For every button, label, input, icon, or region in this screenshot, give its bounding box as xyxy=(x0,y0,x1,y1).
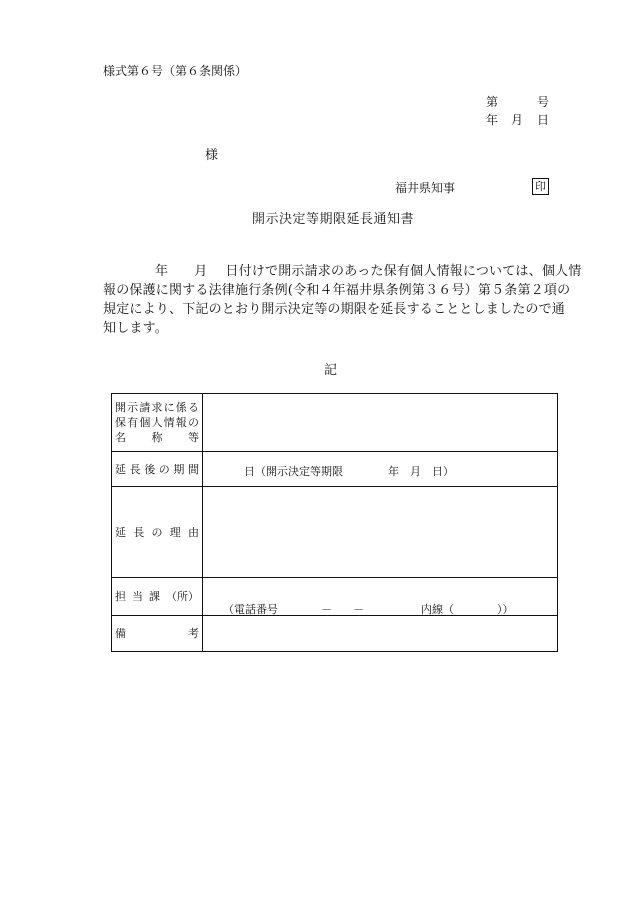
label-char: 期 xyxy=(173,462,185,476)
label-line xyxy=(115,626,199,641)
label-department xyxy=(112,578,203,616)
label-char: 間 xyxy=(187,462,199,476)
label-char: る xyxy=(187,401,199,414)
label-extended-period xyxy=(112,452,203,487)
period-month: 月 xyxy=(410,465,421,478)
body-line-1 xyxy=(103,262,582,281)
label-char: 示 xyxy=(127,401,139,414)
body-year: 年 xyxy=(155,264,169,279)
period-day-text: 日（開示決定等期限 xyxy=(244,465,343,478)
label-char: 有 xyxy=(127,416,139,429)
issuer-name: 福井県知事 xyxy=(395,181,456,195)
recipient-honorific: 様 xyxy=(205,148,219,163)
seal-stamp: 印 xyxy=(532,178,549,195)
label-char: 称 xyxy=(151,431,163,444)
label-char: （所） xyxy=(166,590,199,603)
label-char: 求 xyxy=(151,401,163,414)
phone-dash-2: － xyxy=(353,603,364,616)
label-char: 報 xyxy=(175,416,187,429)
label-char: 当 xyxy=(132,590,143,603)
date-day: 日 xyxy=(537,113,550,127)
label-notes xyxy=(112,616,203,652)
extension-label: 内線（ xyxy=(421,603,454,616)
body-line-4: 知します。 xyxy=(103,321,168,336)
label-char: 延 xyxy=(115,525,126,539)
label-char: の xyxy=(187,416,199,429)
label-char: 人 xyxy=(151,416,163,429)
body-line-2: 報の保護に関する法律施行条例(令和４年福井県条例第３６号）第５条第２項の xyxy=(103,283,571,298)
date-month: 月 xyxy=(511,113,524,127)
label-char: の xyxy=(158,462,170,476)
value-department xyxy=(203,578,558,616)
label-line xyxy=(115,525,199,540)
phone-close: ）） xyxy=(497,603,514,616)
label-char: 備 xyxy=(115,627,126,640)
body-line-3: 規定により、下記のとおり開示決定等の期限を延長することとしましたので通 xyxy=(103,302,566,317)
label-char: 長 xyxy=(129,462,141,476)
value-extension-reason xyxy=(203,487,558,578)
doc-number-suffix: 号 xyxy=(537,95,550,109)
label-char: 情 xyxy=(163,416,175,429)
period-year: 年 xyxy=(388,465,399,478)
body-line-1-text: 日付けで開示請求のあった保有個人情報については、個人情 xyxy=(225,264,582,279)
body-paragraph xyxy=(103,262,582,338)
label-char: 担 xyxy=(115,590,126,603)
doc-number-prefix: 第 xyxy=(486,95,499,109)
table-row-notes xyxy=(112,616,558,652)
value-notes xyxy=(203,616,558,652)
label-char: 個 xyxy=(139,416,151,429)
label-char: 理 xyxy=(169,525,181,539)
period-day-close: 日） xyxy=(432,465,454,478)
table-row-extended-period xyxy=(112,452,558,487)
date-year: 年 xyxy=(486,113,499,127)
label-char: 開 xyxy=(115,401,126,414)
value-extended-period xyxy=(203,452,558,487)
label-char: の xyxy=(151,525,163,539)
label-char: 由 xyxy=(188,525,199,539)
table-row-target-info xyxy=(112,394,558,452)
label-line xyxy=(115,430,199,445)
ki-heading: 記 xyxy=(324,363,338,378)
label-extension-reason xyxy=(112,487,203,578)
label-char: 考 xyxy=(188,627,199,640)
phone-label: （電話番号 xyxy=(223,603,278,616)
label-char: 保 xyxy=(115,416,126,429)
phone-dash-1: － xyxy=(321,603,332,616)
label-line xyxy=(115,400,199,415)
label-char: 延 xyxy=(115,462,126,476)
label-line xyxy=(115,462,199,477)
label-char: 請 xyxy=(139,401,151,414)
label-line xyxy=(115,589,199,604)
value-target-info xyxy=(203,394,558,452)
label-char: 後 xyxy=(144,462,156,476)
label-char: 係 xyxy=(175,401,187,414)
body-month: 月 xyxy=(194,264,208,279)
document-title: 開示決定等期限延長通知書 xyxy=(252,212,415,227)
label-line xyxy=(115,415,199,430)
details-table xyxy=(111,393,558,652)
label-target-info xyxy=(112,394,203,452)
table-row-extension-reason xyxy=(112,487,558,578)
label-char: 課 xyxy=(149,590,160,603)
label-char: 名 xyxy=(115,431,126,444)
label-char: 長 xyxy=(133,525,145,539)
label-char: に xyxy=(163,401,175,414)
form-number: 様式第６号（第６条関係） xyxy=(103,64,248,78)
label-char: 等 xyxy=(188,431,199,444)
table-row-department xyxy=(112,578,558,616)
